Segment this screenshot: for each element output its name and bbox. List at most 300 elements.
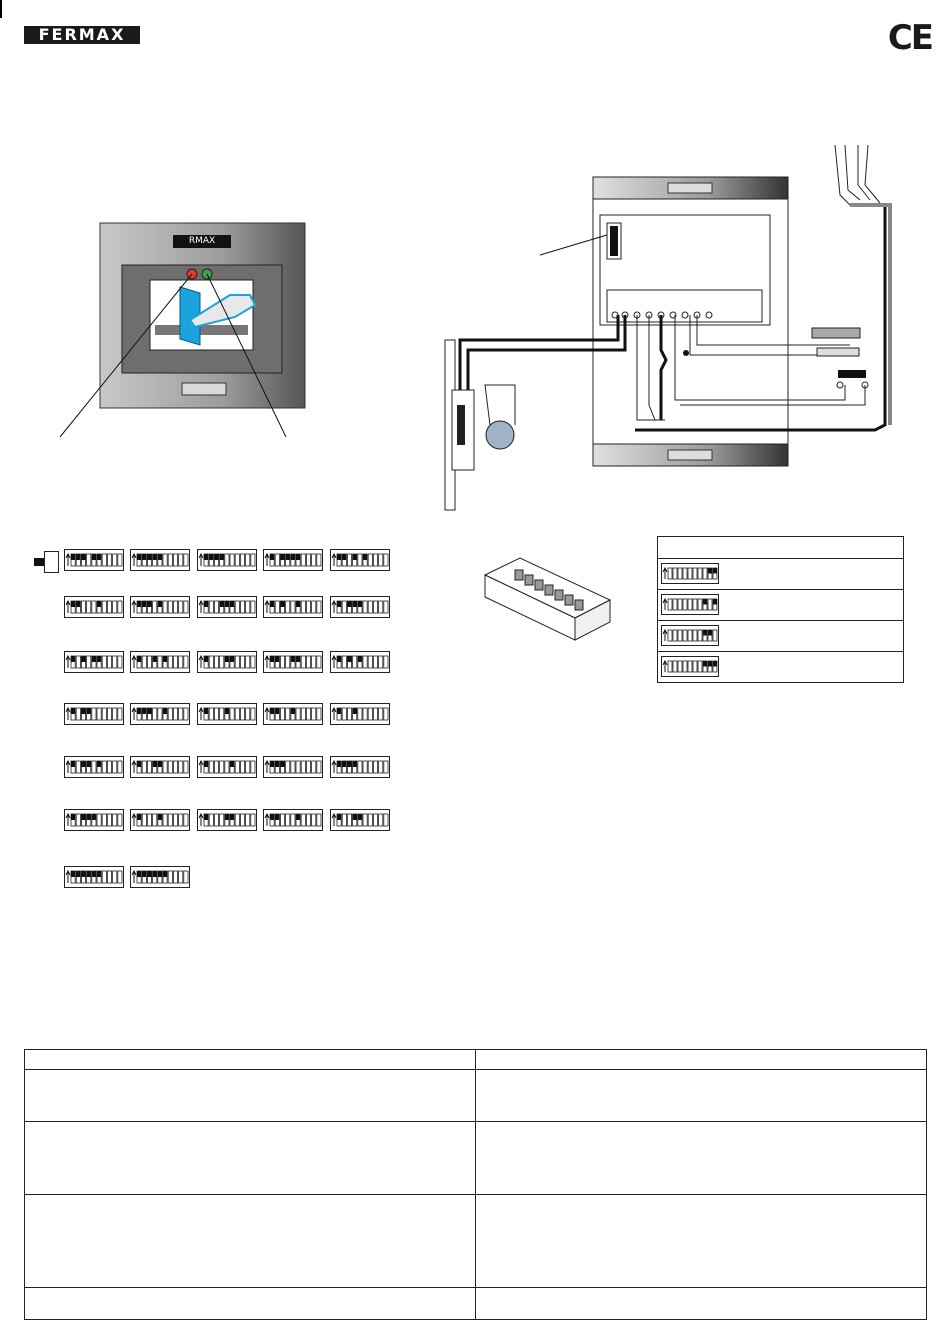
table-header-left [25,1050,476,1070]
dip-switch-slot [251,708,255,720]
ce-mark: CE [887,18,932,58]
dip-switch-slot [698,661,702,672]
dip-switch-slot [358,761,362,773]
dip-switch-on [204,814,208,820]
dip-switch-slot [230,708,234,720]
dip-switch-slot [363,601,367,613]
dip-switch-slot [173,656,177,668]
dip-switch-slot [235,601,239,613]
dip-switch-on [347,601,351,607]
dip-switch-on [142,554,146,560]
dip-switch-on [137,708,141,714]
dip-switch-slot [209,708,213,720]
dip-switch-on [220,601,224,607]
dip-switch-slot [384,656,388,668]
dip-switch-slot [301,761,305,773]
dip-switch-slot [306,761,310,773]
dip-switch-slot [235,708,239,720]
dip-switch-slot [76,708,80,720]
page-corner-mark [0,0,2,18]
dip-switch-on [337,814,341,820]
dip-switch-slot [173,761,177,773]
dip-switch-on [209,554,213,560]
dip-switch-slot [168,554,172,566]
dip-switch-slot [163,761,167,773]
dip-switch-on [137,761,141,767]
dip-switch-slot [214,656,218,668]
dip-switch-slot [683,630,687,641]
program-code-cell [661,656,719,677]
wiring-diagram [440,145,910,515]
dip-switch-on [703,630,707,636]
dip-switch-on [220,554,224,560]
dip-switch-on [163,708,167,714]
dip-switch-on [163,656,167,662]
dip-switch-slot [168,761,172,773]
dip-switch-on [204,761,208,767]
dip-switch-slot [184,871,188,883]
dip-code-cell [263,756,323,778]
dip-switch-illustration [480,550,630,645]
dip-switch-slot [87,554,91,566]
dip-switch-on [87,761,91,767]
dip-switch-on [358,656,362,662]
dip-switch-slot [286,708,290,720]
dip-switch-on [97,761,101,767]
dip-switch-slot [373,814,377,826]
dip-switch-slot [373,761,377,773]
dip-switch-slot [347,708,351,720]
dip-switch-slot [113,601,117,613]
fermax-logo: FERMAX [24,26,140,44]
dip-switch-on [703,599,707,605]
dip-switch-pattern [131,597,189,617]
dip-switch-slot [102,554,106,566]
dip-switch-slot [240,554,244,566]
program-row-4 [658,652,904,683]
dip-switch-on [81,708,85,714]
dip-switch-slot [296,761,300,773]
dip-switch-slot [384,601,388,613]
program-table-header [658,537,904,559]
dip-switch-on [713,661,717,667]
dip-switch-slot [102,708,106,720]
program-code-cell [661,563,719,584]
dip-switch-slot [92,761,96,773]
dip-switch-slot [81,601,85,613]
exit-button-top [812,328,860,338]
dip-switch-slot [698,630,702,641]
dip-switch-slot [693,599,697,610]
dip-switch-slot [306,708,310,720]
dip-code-cell [330,809,390,831]
dip-code-cell [64,866,124,888]
dip-switch-on [137,814,141,820]
dip-switch-slot [347,554,351,566]
dip-switch-slot [230,554,234,566]
dip-switch-slot [280,814,284,826]
dip-switch-on [147,601,151,607]
dip-switch-slot [384,814,388,826]
dip-switch-slot [384,708,388,720]
dip-switch-slot [118,871,122,883]
dip-switch-slot [373,708,377,720]
dip-switch-slot [173,814,177,826]
dip-switch-slot [76,656,80,668]
dip-switch-slot [368,761,372,773]
dip-switch-on [280,761,284,767]
dip-switch-slot [179,814,183,826]
dip-switch-slot [179,601,183,613]
dip-switch-on [153,656,157,662]
dip-switch-slot [76,761,80,773]
dip-code-cell [64,809,124,831]
dip-switch-slot [214,814,218,826]
dip-switch-slot [87,601,91,613]
dip-switch-slot [286,601,290,613]
dip-switch-slot [373,554,377,566]
dip-switch-slot [209,814,213,826]
dip-switch-slot [688,661,692,672]
dip-switch-slot [246,761,250,773]
dip-switch-on [153,761,157,767]
dip-switch-on [158,761,162,767]
dip-switch-slot [379,708,383,720]
dip-switch-pattern [662,595,718,614]
reader-slot [182,383,226,395]
dip-switch-pattern [65,550,123,570]
dip-switch-pattern [65,757,123,777]
dip-switch-slot [142,761,146,773]
dip-switch-slot [168,708,172,720]
dip-switch-slot [179,656,183,668]
dip-switch-slot [342,601,346,613]
dip-switch-slot [673,568,677,579]
dip-switch-slot [688,568,692,579]
dip-switch-on [81,814,85,820]
dip-switch-on [280,554,284,560]
dip-switch-slot [280,708,284,720]
dip-switch-slot [363,761,367,773]
dip-switch-slot [363,708,367,720]
dip-switch-slot [92,708,96,720]
dip-switch-slot [312,761,316,773]
dip-switch-slot [147,761,151,773]
dip-switch-on [225,814,229,820]
dip-switch-slot [713,630,717,641]
dip-switch-slot [379,761,383,773]
dip-switch-on [358,814,362,820]
dip-switch-slot [353,656,357,668]
dip-switch-slot [235,814,239,826]
dip-switch-on [97,554,101,560]
dip-switch-on [342,761,346,767]
dip-switch-pattern [331,757,389,777]
dip-switch-slot [153,708,157,720]
dip-switch-slot [163,814,167,826]
dip-switch-on [703,661,707,667]
dip-switch-slot [312,601,316,613]
dip-switch-on [71,871,75,877]
dip-switch-slot [673,630,677,641]
dip-switch-slot [240,656,244,668]
table-row-4-right [476,1288,927,1320]
dip-switch-slot [379,601,383,613]
dip-switch-on [275,656,279,662]
dip-switch-on [342,554,346,560]
dip-code-cell [330,596,390,618]
power-supply [486,421,514,449]
table-row-3-left [25,1195,476,1288]
dip-switch-slot [668,630,672,641]
dip-switch-on [92,656,96,662]
dip-switch-slot [163,554,167,566]
dip-switch-slot [173,601,177,613]
dip-switch-pattern [662,657,718,676]
dip-switch-slot [168,814,172,826]
dip-switch-pattern [662,626,718,645]
dip-switch-on [225,656,229,662]
dip-code-cell [130,549,190,571]
dip-switch-slot [312,814,316,826]
dip-switch-on [71,761,75,767]
program-row-1 [658,559,904,590]
dip-switch-on [142,708,146,714]
dip-switch-slot [678,568,682,579]
dip-switch-on [87,871,91,877]
dip-switch-slot [286,656,290,668]
dip-switch-on [76,554,80,560]
table-row-2-right [476,1122,927,1195]
dip-switch-slot [113,708,117,720]
dip-switch-slot [240,708,244,720]
dip-code-cell [197,703,257,725]
dip-switch-on [81,871,85,877]
dip-switch-slot [286,761,290,773]
dip-switch-on [270,554,274,560]
dip-switch-slot [301,656,305,668]
dip-switch-slot [312,656,316,668]
dip-switch-slot [220,761,224,773]
dip-switch-on [225,601,229,607]
reader-nameplate-text: RMAX [188,236,216,246]
dip-switch-on [137,656,141,662]
dip-switch-on [291,708,295,714]
program-row-3 [658,621,904,652]
dip-switch-on [270,814,274,820]
dip-code-cell [130,809,190,831]
dip-switch-slot [209,601,213,613]
program-code-table [657,536,904,683]
dip-switch-slot [312,708,316,720]
troubleshooting-table [24,1049,927,1320]
dip-switch-slot [301,708,305,720]
dip-code-cell [263,651,323,673]
dip-switch-slot [173,871,177,883]
dip-switch-slot [668,599,672,610]
dip-switch-slot [173,708,177,720]
dip-switch-slot [342,656,346,668]
dip-switch-on [353,601,357,607]
dip-switch-slot [246,814,250,826]
dip-switch-slot [280,656,284,668]
dip-switch-on [92,554,96,560]
dip-switch-pattern [131,652,189,672]
dip-switch-on [214,554,218,560]
dip-switch-on [81,761,85,767]
dip-switch-pattern [131,867,189,887]
dip-switch-on [291,656,295,662]
dip-switch-slot [703,568,707,579]
dip-switch-slot [678,599,682,610]
program-code-cell [661,625,719,646]
dip-switch-on [291,554,295,560]
dip-switch-slot [306,656,310,668]
dip-switch-slot [118,708,122,720]
dip-code-cell [263,809,323,831]
dip-switch-slot [240,761,244,773]
dip-switch-on [153,554,157,560]
dip-switch-pattern [264,597,322,617]
dip-switch-slot [683,568,687,579]
dip-switch-slot [275,601,279,613]
dip-switch-on [337,761,341,767]
dip-switch-slot [102,871,106,883]
dip-switch-pattern [264,704,322,724]
dip-switch-slot [368,708,372,720]
dip-code-cell [64,651,124,673]
dip-switch-pattern [65,704,123,724]
dip-switch-slot [168,656,172,668]
dip-code-cell [330,756,390,778]
dip-switch-pattern [198,810,256,830]
dip-switch-slot [184,761,188,773]
dip-switch-pattern [65,652,123,672]
dip-switch-slot [107,761,111,773]
dip-switch-on [137,601,141,607]
dip-switch-on [230,601,234,607]
dip-switch-on [337,554,341,560]
dip-switch-slot [251,554,255,566]
dip-switch-slot [118,761,122,773]
dip-switch-slot [668,661,672,672]
dip-switch-on [97,601,101,607]
dip-switch-slot [363,656,367,668]
dip-switch-slot [107,871,111,883]
dip-switch-slot [113,761,117,773]
dip-switch-pattern [65,867,123,887]
dip-switch-slot [368,601,372,613]
dip-switch-slot [317,656,321,668]
dip-switch-slot [92,601,96,613]
dip-switch-on [147,554,151,560]
dip-switch-slot [312,554,316,566]
dip-switch-slot [225,554,229,566]
dip-switch-slot [235,554,239,566]
dip-switch-on [97,656,101,662]
dip-switch-slot [107,814,111,826]
dip-switch-on [270,761,274,767]
dip-switch-on [358,601,362,607]
dip-switch-slot [97,708,101,720]
dip-code-cell [330,549,390,571]
dip-switch-slot [184,708,188,720]
dip-switch-slot [179,761,183,773]
dip-switch-slot [301,814,305,826]
dip-switch-slot [291,761,295,773]
dip-switch-slot [214,761,218,773]
dip-switch-slot [306,814,310,826]
dip-switch-slot [168,601,172,613]
dip-switch-on [158,601,162,607]
dip-switch-slot [317,814,321,826]
dip-switch-on [296,601,300,607]
dip-switch-slot [225,761,229,773]
dip-switch-on [363,554,367,560]
dip-switch-slot [296,708,300,720]
dip-switch-on [76,871,80,877]
dip-switch-slot [209,656,213,668]
program-row-2 [658,590,904,621]
dip-switch-on [71,554,75,560]
dip-switch-on [158,814,162,820]
dip-code-cell [197,756,257,778]
dip-switch-slot [317,761,321,773]
dip-switch-slot [368,656,372,668]
dip-switch-pattern [198,652,256,672]
dip-switch-slot [113,554,117,566]
dip-switch-pattern [65,810,123,830]
dip-switch-slot [179,708,183,720]
program-code-cell [661,594,719,615]
dip-switch-slot [673,661,677,672]
dip-switch-slot [373,656,377,668]
dip-switch-slot [153,601,157,613]
dip-switch-on [230,761,234,767]
dip-switch-slot [678,661,682,672]
dip-switch-slot [306,601,310,613]
dip-switch-slot [301,601,305,613]
dip-switch-on [147,708,151,714]
dip-switch-slot [184,656,188,668]
dip-switch-on [347,656,351,662]
dip-switch-on [204,601,208,607]
dip-switch-slot [693,661,697,672]
dip-code-cell [263,703,323,725]
dip-switch-on [71,708,75,714]
dip-switch-slot [147,814,151,826]
dip-switch-on [286,554,290,560]
dip-switch-slot [251,814,255,826]
dip-switch-slot [240,601,244,613]
dip-switch-slot [173,554,177,566]
dip-switch-on [81,656,85,662]
dip-code-cell [130,651,190,673]
dip-switch-on [296,554,300,560]
dip-switch-slot [102,656,106,668]
dip-switch-slot [317,708,321,720]
table-row-2-left [25,1122,476,1195]
dip-switch-on [353,761,357,767]
dip-switch-slot [342,814,346,826]
push-button [838,370,866,378]
dip-switch-on [81,554,85,560]
dip-switch-slot [286,814,290,826]
dip-switch-slot [113,656,117,668]
dip-switch-pattern [331,704,389,724]
dip-switch-slot [246,708,250,720]
dip-switch-slot [147,656,151,668]
